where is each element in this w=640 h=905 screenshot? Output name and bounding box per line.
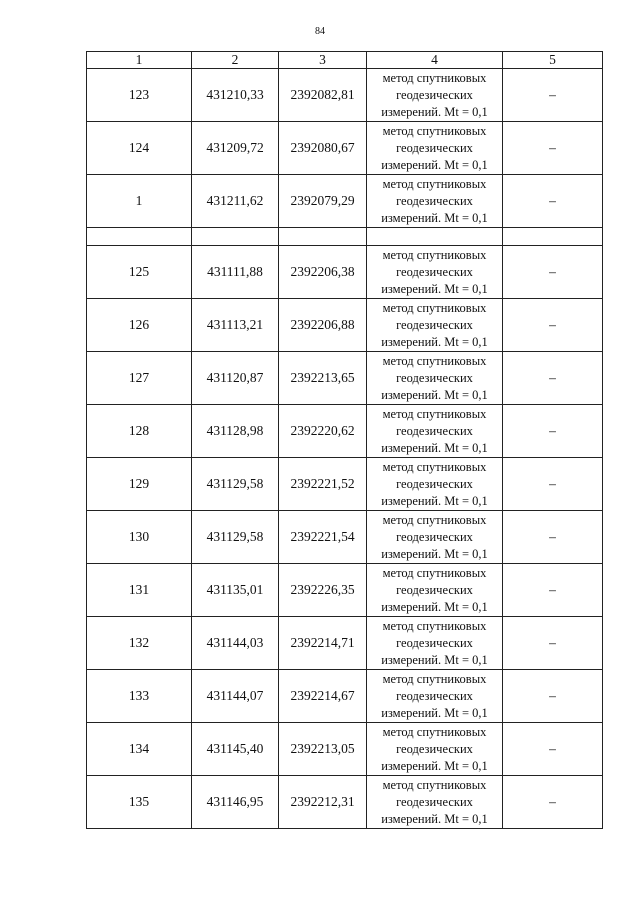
column-header-1: 1 xyxy=(87,52,192,69)
table-row xyxy=(87,670,603,723)
note-cell: – xyxy=(503,670,603,723)
table-header-row xyxy=(87,52,603,69)
y-coordinate-cell: 2392221,52 xyxy=(279,458,367,511)
column-header-5: 5 xyxy=(503,52,603,69)
note-cell: – xyxy=(503,122,603,175)
point-number-cell: 132 xyxy=(87,617,192,670)
empty-cell xyxy=(279,228,367,246)
column-header-2: 2 xyxy=(192,52,279,69)
point-number-cell: 134 xyxy=(87,723,192,776)
y-coordinate-cell: 2392212,31 xyxy=(279,776,367,829)
point-number-cell: 1 xyxy=(87,175,192,228)
note-cell: – xyxy=(503,175,603,228)
empty-cell xyxy=(192,228,279,246)
table-row xyxy=(87,299,603,352)
empty-cell xyxy=(87,228,192,246)
point-number-cell: 124 xyxy=(87,122,192,175)
y-coordinate-cell: 2392214,71 xyxy=(279,617,367,670)
table-row xyxy=(87,723,603,776)
table-row xyxy=(87,175,603,228)
note-cell: – xyxy=(503,458,603,511)
point-number-cell: 125 xyxy=(87,246,192,299)
point-number-cell: 133 xyxy=(87,670,192,723)
y-coordinate-cell: 2392082,81 xyxy=(279,69,367,122)
x-coordinate-cell: 431113,21 xyxy=(192,299,279,352)
point-number-cell: 123 xyxy=(87,69,192,122)
y-coordinate-cell: 2392079,29 xyxy=(279,175,367,228)
x-coordinate-cell: 431111,88 xyxy=(192,246,279,299)
y-coordinate-cell: 2392221,54 xyxy=(279,511,367,564)
note-cell: – xyxy=(503,69,603,122)
note-cell: – xyxy=(503,617,603,670)
note-cell: – xyxy=(503,299,603,352)
method-cell: метод спутниковых геодезических измерений. Mt = 0,1 xyxy=(367,352,503,405)
point-number-cell: 127 xyxy=(87,352,192,405)
method-cell: метод спутниковых геодезических измерений. Mt = 0,1 xyxy=(367,405,503,458)
table-body xyxy=(87,69,603,829)
method-cell: метод спутниковых геодезических измерений. Mt = 0,1 xyxy=(367,776,503,829)
point-number-cell: 131 xyxy=(87,564,192,617)
y-coordinate-cell: 2392206,38 xyxy=(279,246,367,299)
table-row xyxy=(87,405,603,458)
y-coordinate-cell: 2392206,88 xyxy=(279,299,367,352)
table-separator-row xyxy=(87,228,603,246)
table-row xyxy=(87,352,603,405)
method-cell: метод спутниковых геодезических измерений. Mt = 0,1 xyxy=(367,175,503,228)
point-number-cell: 130 xyxy=(87,511,192,564)
x-coordinate-cell: 431145,40 xyxy=(192,723,279,776)
method-cell: метод спутниковых геодезических измерений. Mt = 0,1 xyxy=(367,511,503,564)
x-coordinate-cell: 431211,62 xyxy=(192,175,279,228)
y-coordinate-cell: 2392220,62 xyxy=(279,405,367,458)
method-cell: метод спутниковых геодезических измерений. Mt = 0,1 xyxy=(367,564,503,617)
note-cell: – xyxy=(503,723,603,776)
y-coordinate-cell: 2392080,67 xyxy=(279,122,367,175)
y-coordinate-cell: 2392213,05 xyxy=(279,723,367,776)
x-coordinate-cell: 431144,03 xyxy=(192,617,279,670)
table-row xyxy=(87,511,603,564)
note-cell: – xyxy=(503,564,603,617)
method-cell: метод спутниковых геодезических измерений. Mt = 0,1 xyxy=(367,617,503,670)
method-cell: метод спутниковых геодезических измерений. Mt = 0,1 xyxy=(367,246,503,299)
point-number-cell: 126 xyxy=(87,299,192,352)
column-header-4: 4 xyxy=(367,52,503,69)
y-coordinate-cell: 2392214,67 xyxy=(279,670,367,723)
point-number-cell: 135 xyxy=(87,776,192,829)
coordinates-table xyxy=(86,51,603,829)
note-cell: – xyxy=(503,405,603,458)
x-coordinate-cell: 431120,87 xyxy=(192,352,279,405)
table-row xyxy=(87,617,603,670)
method-cell: метод спутниковых геодезических измерений. Mt = 0,1 xyxy=(367,122,503,175)
empty-cell xyxy=(503,228,603,246)
table-row xyxy=(87,246,603,299)
note-cell: – xyxy=(503,511,603,564)
x-coordinate-cell: 431129,58 xyxy=(192,458,279,511)
method-cell: метод спутниковых геодезических измерений. Mt = 0,1 xyxy=(367,723,503,776)
x-coordinate-cell: 431128,98 xyxy=(192,405,279,458)
method-cell: метод спутниковых геодезических измерений. Mt = 0,1 xyxy=(367,458,503,511)
table-row xyxy=(87,122,603,175)
x-coordinate-cell: 431135,01 xyxy=(192,564,279,617)
x-coordinate-cell: 431209,72 xyxy=(192,122,279,175)
note-cell: – xyxy=(503,776,603,829)
table-row xyxy=(87,564,603,617)
point-number-cell: 128 xyxy=(87,405,192,458)
table-row xyxy=(87,458,603,511)
method-cell: метод спутниковых геодезических измерений. Mt = 0,1 xyxy=(367,69,503,122)
note-cell: – xyxy=(503,246,603,299)
method-cell: метод спутниковых геодезических измерений. Mt = 0,1 xyxy=(367,670,503,723)
x-coordinate-cell: 431146,95 xyxy=(192,776,279,829)
x-coordinate-cell: 431144,07 xyxy=(192,670,279,723)
column-header-3: 3 xyxy=(279,52,367,69)
point-number-cell: 129 xyxy=(87,458,192,511)
page-number: 84 xyxy=(315,26,325,37)
method-cell: метод спутниковых геодезических измерений. Mt = 0,1 xyxy=(367,299,503,352)
y-coordinate-cell: 2392226,35 xyxy=(279,564,367,617)
table-row xyxy=(87,69,603,122)
empty-cell xyxy=(367,228,503,246)
y-coordinate-cell: 2392213,65 xyxy=(279,352,367,405)
x-coordinate-cell: 431129,58 xyxy=(192,511,279,564)
table-row xyxy=(87,776,603,829)
note-cell: – xyxy=(503,352,603,405)
x-coordinate-cell: 431210,33 xyxy=(192,69,279,122)
